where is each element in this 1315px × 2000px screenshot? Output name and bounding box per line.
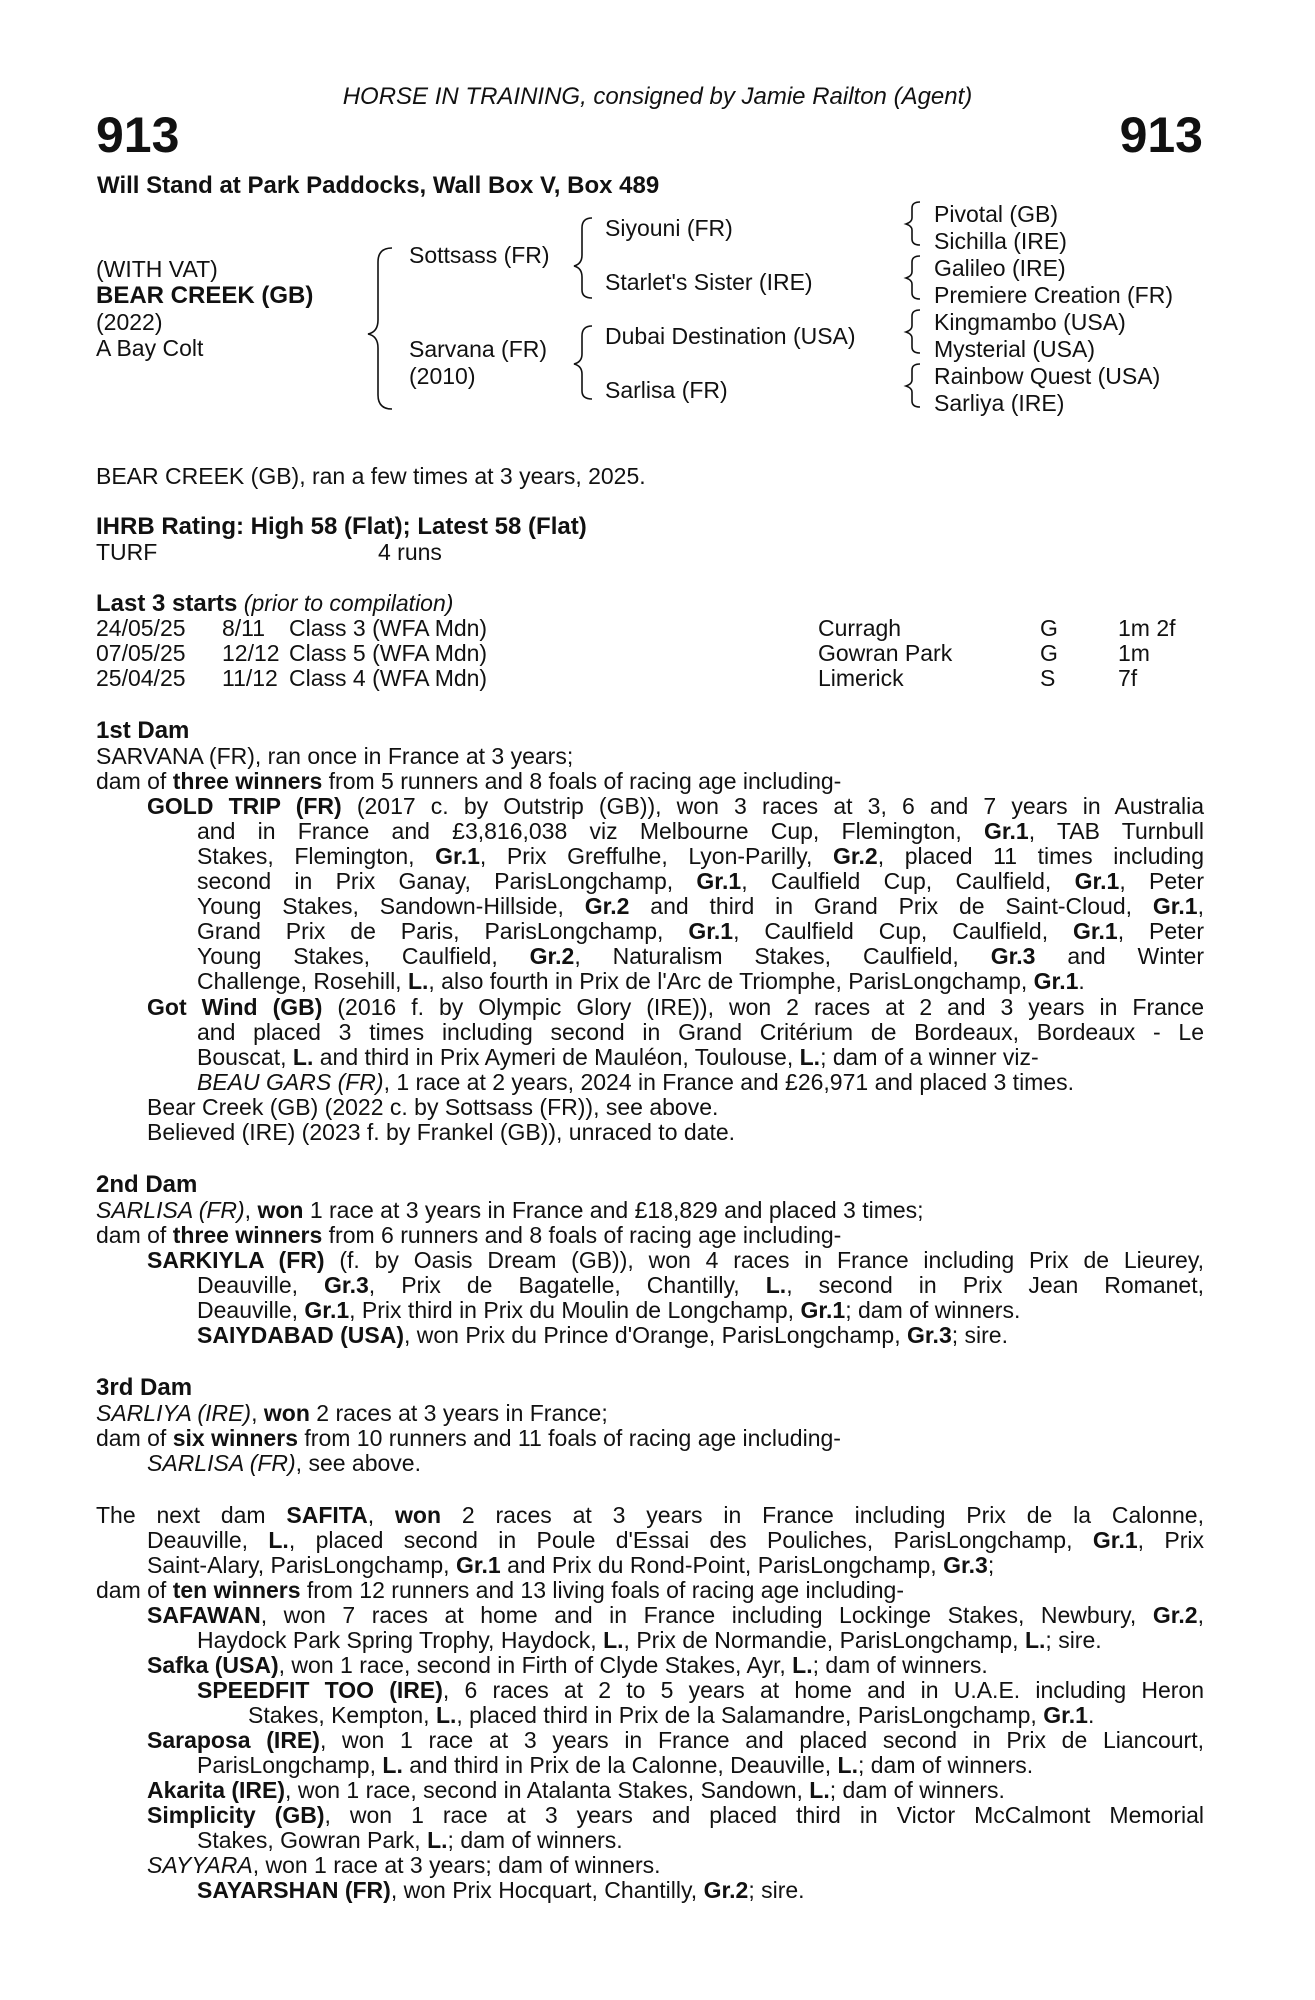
next-dam-line-1: The next dam SAFITA, won 2 races at 3 years in France including Prix de la Calonne,: [96, 1502, 1204, 1528]
safawan-line-1: SAFAWAN, won 7 races at home and in France including Lockinge Stakes, Newbury, Gr.2,: [147, 1602, 1204, 1628]
consignment-line: HORSE IN TRAINING, consigned by Jamie Railton (Agent): [342, 83, 973, 110]
start-date: 25/04/25: [96, 665, 186, 691]
sayarshan-line: SAYARSHAN (FR), won Prix Hocquart, Chantilly, Gr.2; sire.: [197, 1877, 805, 1903]
stand-location: Will Stand at Park Paddocks, Wall Box V, Box 489: [97, 172, 660, 199]
got-wind-line-4: BEAU GARS (FR), 1 race at 2 years, 2024 in France and £26,971 and placed 3 times.: [197, 1069, 1075, 1095]
first-dam-line: SARVANA (FR), ran once in France at 3 years;: [96, 743, 574, 769]
third-dam-line: SARLIYA (IRE), won 2 races at 3 years in France;: [96, 1400, 608, 1426]
start-course: Limerick: [818, 665, 904, 691]
last-starts-title: Last 3 starts: [96, 590, 238, 617]
ancestor-galileo: Galileo (IRE): [934, 255, 1066, 281]
sarkiyla-line-2: Deauville, Gr.3, Prix de Bagatelle, Chantilly, L., second in Prix Jean Romanet,: [197, 1272, 1204, 1298]
start-pos: 8/11: [222, 615, 266, 641]
saraposa-line-1: Saraposa (IRE), won 1 race at 3 years in France and placed second in Prix de Liancourt,: [147, 1727, 1204, 1753]
speedfit-line-1: SPEEDFIT TOO (IRE), 6 races at 2 to 5 years at home and in U.A.E. including Heron: [197, 1677, 1204, 1703]
gold-trip-line-1: GOLD TRIP (FR) (2017 c. by Outstrip (GB)), won 3 races at 3, 6 and 7 years in Australia: [147, 793, 1205, 819]
second-dam-line: SARLISA (FR), won 1 race at 3 years in France and £18,829 and placed 3 times;: [96, 1197, 924, 1223]
bear-creek-line: Bear Creek (GB) (2022 c. by Sottsass (FR)), see above.: [147, 1094, 719, 1120]
g3-bracket-1: [906, 202, 920, 245]
start-race: Class 3 (WFA Mdn): [289, 615, 488, 641]
third-dam-sarlisa: SARLISA (FR), see above.: [147, 1450, 421, 1476]
horse-name: BEAR CREEK (GB): [96, 282, 314, 309]
start-race: Class 4 (WFA Mdn): [289, 665, 488, 691]
sire: Sottsass (FR): [409, 242, 550, 268]
sarkiyla-line-1: SARKIYLA (FR) (f. by Oasis Dream (GB)), won 4 races in France including Prix de Lieurey,: [147, 1247, 1205, 1273]
horse-description: A Bay Colt: [96, 335, 204, 361]
next-dam-line-4: dam of ten winners from 12 runners and 13 living foals of racing age including-: [96, 1577, 904, 1603]
ancestor-mysterial: Mysterial (USA): [934, 336, 1096, 362]
start-course: Curragh: [818, 615, 902, 641]
surface: TURF: [96, 539, 158, 565]
speedfit-line-2: Stakes, Kempton, L., placed third in Prix de la Salamandre, ParisLongchamp, Gr.1.: [248, 1702, 1095, 1728]
ihrb-rating: IHRB Rating: High 58 (Flat); Latest 58 (Flat): [96, 513, 587, 540]
vat-label: (WITH VAT): [96, 256, 218, 282]
start-race: Class 5 (WFA Mdn): [289, 640, 488, 666]
start-date: 24/05/25: [96, 615, 186, 641]
second-dam-heading: 2nd Dam: [96, 1171, 198, 1198]
third-dam-produce: dam of six winners from 10 runners and 11 foals of racing age including-: [96, 1425, 841, 1451]
sarkiyla-line-3: Deauville, Gr.1, Prix third in Prix du Moulin de Longchamp, Gr.1; dam of winners.: [197, 1297, 1021, 1323]
gold-trip-line-3: Stakes, Flemington, Gr.1, Prix Greffulhe, Lyon-Parilly, Gr.2, placed 11 times including: [197, 843, 1204, 869]
start-pos: 12/12: [222, 640, 280, 666]
horse-year: (2022): [96, 309, 163, 335]
last-starts-heading: [96, 591, 453, 616]
start-going: G: [1040, 615, 1058, 641]
believed-line: Believed (IRE) (2023 f. by Frankel (GB)), unraced to date.: [147, 1119, 736, 1145]
start-dist: 7f: [1118, 665, 1138, 691]
gold-trip-line-2: and in France and £3,816,038 viz Melbourne Cup, Flemington, Gr.1, TAB Turnbull: [197, 818, 1204, 844]
gold-trip-line-8: Challenge, Rosehill, L., also fourth in Prix de l'Arc de Triomphe, ParisLongchamp, Gr.1.: [197, 968, 1085, 994]
first-dam-produce: dam of three winners from 5 runners and 8 foals of racing age including-: [96, 768, 842, 794]
ancestor-premiere-creation: Premiere Creation (FR): [934, 282, 1173, 308]
ancestor-rainbow-quest: Rainbow Quest (USA): [934, 363, 1161, 389]
dam-sire: Dubai Destination (USA): [605, 323, 856, 349]
got-wind-line-2: and placed 3 times including second in Grand Critérium de Bordeaux, Bordeaux - Le: [197, 1019, 1204, 1045]
akarita-line: Akarita (IRE), won 1 race, second in Atalanta Stakes, Sandown, L.; dam of winners.: [147, 1777, 1005, 1803]
safawan-line-2: Haydock Park Spring Trophy, Haydock, L., Prix de Normandie, ParisLongchamp, L.; sire.: [197, 1627, 1102, 1653]
next-dam-line-3: Saint-Alary, ParisLongchamp, Gr.1 and Prix du Rond-Point, ParisLongchamp, Gr.3;: [147, 1552, 995, 1578]
safka-line: Safka (USA), won 1 race, second in Firth of Clyde Stakes, Ayr, L.; dam of winners.: [147, 1652, 988, 1678]
start-dist: 1m: [1118, 640, 1150, 666]
sire-bracket: [574, 218, 592, 298]
dam-bracket: [574, 326, 592, 399]
sayyara-line: SAYYARA, won 1 race at 3 years; dam of winners.: [147, 1852, 661, 1878]
race-summary: BEAR CREEK (GB), ran a few times at 3 years, 2025.: [96, 463, 646, 489]
gold-trip-line-7: Young Stakes, Caulfield, Gr.2, Naturalism Stakes, Caulfield, Gr.3 and Winter: [197, 943, 1205, 969]
next-dam-line-2: Deauville, L., placed second in Poule d'Essai des Pouliches, ParisLongchamp, Gr.1, Prix: [147, 1527, 1205, 1553]
start-dist: 1m 2f: [1118, 615, 1176, 641]
ancestor-sarliya: Sarliya (IRE): [934, 390, 1065, 416]
runs-count: 4 runs: [378, 539, 442, 565]
start-going: S: [1040, 665, 1056, 691]
last-starts-note: (prior to compilation): [243, 590, 454, 616]
gold-trip-line-4: second in Prix Ganay, ParisLongchamp, Gr.1, Caulfield Cup, Caulfield, Gr.1, Peter: [197, 868, 1204, 894]
simplicity-line-1: Simplicity (GB), won 1 race at 3 years and placed third in Victor McCalmont Memorial: [147, 1802, 1204, 1828]
sire-sire: Siyouni (FR): [605, 215, 733, 241]
ancestor-pivotal: Pivotal (GB): [934, 201, 1058, 227]
g3-bracket-3: [906, 310, 920, 353]
saiydabad-line: SAIYDABAD (USA), won Prix du Prince d'Orange, ParisLongchamp, Gr.3; sire.: [197, 1322, 1008, 1348]
lot-number-right: 913: [1119, 107, 1203, 163]
g3-bracket-2: [906, 256, 920, 299]
saraposa-line-2: ParisLongchamp, L. and third in Prix de la Calonne, Deauville, L.; dam of winners.: [197, 1752, 1034, 1778]
start-course: Gowran Park: [818, 640, 953, 666]
start-date: 07/05/25: [96, 640, 186, 666]
got-wind-line-1: Got Wind (GB) (2016 f. by Olympic Glory (IRE)), won 2 races at 2 and 3 years in France: [147, 994, 1204, 1020]
main-bracket: [368, 248, 392, 409]
got-wind-line-3: Bouscat, L. and third in Prix Aymeri de Mauléon, Toulouse, L.; dam of a winner viz-: [197, 1044, 1039, 1070]
sire-dam: Starlet's Sister (IRE): [605, 269, 813, 295]
start-pos: 11/12: [222, 665, 278, 691]
pedigree-brackets: [0, 0, 1315, 420]
dam: Sarvana (FR): [409, 336, 548, 362]
g3-bracket-4: [906, 364, 920, 407]
gold-trip-line-5: Young Stakes, Sandown-Hillside, Gr.2 and third in Grand Prix de Saint-Cloud, Gr.1,: [197, 893, 1204, 919]
ancestor-kingmambo: Kingmambo (USA): [934, 309, 1126, 335]
start-going: G: [1040, 640, 1058, 666]
lot-number-left: 913: [96, 107, 180, 163]
gold-trip-line-6: Grand Prix de Paris, ParisLongchamp, Gr.1, Caulfield Cup, Caulfield, Gr.1, Peter: [197, 918, 1204, 944]
dam-year: (2010): [409, 363, 476, 389]
ancestor-sichilla: Sichilla (IRE): [934, 228, 1067, 254]
simplicity-line-2: Stakes, Gowran Park, L.; dam of winners.: [197, 1827, 623, 1853]
first-dam-heading: 1st Dam: [96, 717, 190, 744]
third-dam-heading: 3rd Dam: [96, 1374, 193, 1401]
dam-dam: Sarlisa (FR): [605, 377, 728, 403]
second-dam-produce: dam of three winners from 6 runners and 8 foals of racing age including-: [96, 1222, 842, 1248]
